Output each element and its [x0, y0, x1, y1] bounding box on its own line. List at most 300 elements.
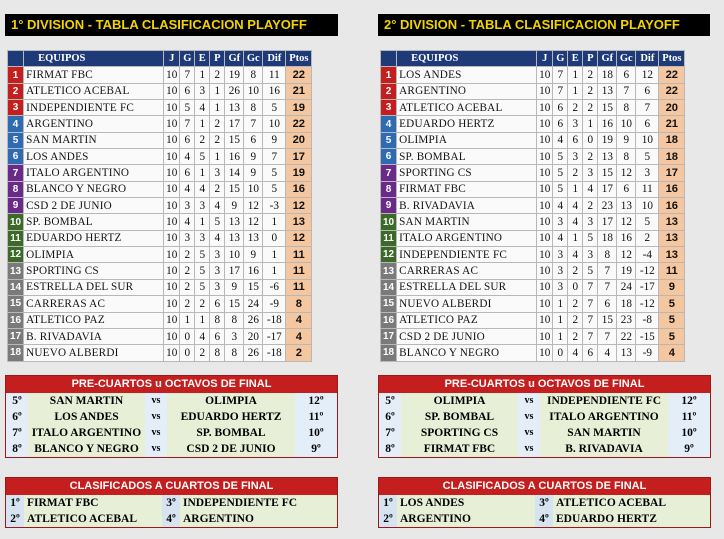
stat-g: 4	[180, 181, 195, 197]
stat-e: 6	[568, 132, 583, 148]
team-name: SP. BOMBAL	[397, 149, 537, 165]
away-team: B. RIVADAVIA	[540, 441, 668, 457]
qualified-team: LOS ANDES	[397, 495, 535, 511]
table-row	[8, 214, 312, 230]
team-name: SAN MARTIN	[24, 132, 164, 148]
points-cell: 13	[286, 214, 312, 230]
stat-e: 2	[195, 296, 210, 312]
team-name: NUEVO ALBERDI	[24, 345, 164, 361]
stat-gf: 8	[225, 312, 244, 328]
stat-j: 10	[537, 116, 553, 132]
qualified-seed: 3º	[535, 495, 553, 511]
position-cell: 7	[381, 165, 397, 181]
stat-gf: 17	[225, 263, 244, 279]
stat-dif: -12	[636, 296, 659, 312]
points-cell: 12	[286, 230, 312, 246]
qualified-team: FIRMAT FBC	[24, 495, 162, 511]
stat-j: 10	[537, 230, 553, 246]
position-cell: 2	[381, 83, 397, 99]
stat-gc: 9	[617, 132, 636, 148]
stat-p: 7	[583, 296, 598, 312]
stat-p: 3	[210, 279, 225, 295]
position-cell: 7	[8, 165, 24, 181]
home-seed: 5º	[6, 393, 28, 409]
stat-dif: 2	[636, 230, 659, 246]
stat-j: 10	[537, 83, 553, 99]
stat-gf: 10	[225, 247, 244, 263]
points-cell: 9	[659, 279, 685, 295]
stat-dif: 5	[636, 214, 659, 230]
qualified-seed: 4º	[162, 511, 180, 527]
stat-gc: 12	[617, 165, 636, 181]
stat-gf: 9	[225, 279, 244, 295]
stat-p: 0	[583, 132, 598, 148]
col-header-dif: Dif	[636, 51, 659, 67]
stat-j: 10	[164, 312, 180, 328]
stat-p: 4	[210, 230, 225, 246]
col-header-gc: Gc	[244, 51, 263, 67]
stat-dif: 11	[263, 67, 286, 83]
vs-label: vs	[145, 393, 167, 409]
stat-gf: 15	[225, 181, 244, 197]
qualified-seed: 1º	[6, 495, 24, 511]
stat-g: 1	[553, 328, 568, 344]
stat-g: 6	[180, 132, 195, 148]
stat-g: 4	[553, 230, 568, 246]
stat-e: 2	[568, 263, 583, 279]
position-cell: 9	[8, 198, 24, 214]
position-cell: 10	[381, 214, 397, 230]
first-division-qualified-panel	[5, 477, 338, 528]
home-seed: 5º	[379, 393, 401, 409]
points-cell: 21	[286, 83, 312, 99]
stat-gc: 8	[244, 100, 263, 116]
qualified-team: ARGENTINO	[397, 511, 535, 527]
stat-e: 1	[568, 230, 583, 246]
stat-p: 4	[210, 198, 225, 214]
pre-quarters-matches	[379, 393, 710, 457]
points-cell: 4	[286, 328, 312, 344]
home-team: SAN MARTIN	[28, 393, 145, 409]
away-team: SAN MARTIN	[540, 425, 668, 441]
table-row	[8, 83, 312, 99]
stat-gf: 8	[225, 345, 244, 361]
points-cell: 21	[659, 116, 685, 132]
stat-gc: 6	[617, 67, 636, 83]
qualified-seed: 4º	[535, 511, 553, 527]
points-cell: 8	[286, 296, 312, 312]
table-row	[381, 100, 685, 116]
stat-gf: 15	[225, 296, 244, 312]
qualified-team: INDEPENDIENTE FC	[180, 495, 337, 511]
qualified-list	[6, 495, 337, 527]
home-seed: 6º	[379, 409, 401, 425]
position-cell: 12	[8, 247, 24, 263]
points-cell: 13	[659, 230, 685, 246]
team-name: CSD 2 DE JUNIO	[24, 198, 164, 214]
stat-j: 10	[537, 296, 553, 312]
points-cell: 18	[659, 132, 685, 148]
second-division-pre-quarters-panel	[378, 375, 711, 458]
stat-e: 1	[195, 67, 210, 83]
stat-e: 4	[195, 181, 210, 197]
points-cell: 22	[286, 116, 312, 132]
second-division-standings-table	[380, 50, 685, 362]
stat-gc: 20	[244, 328, 263, 344]
stat-g: 2	[180, 247, 195, 263]
stat-p: 3	[210, 165, 225, 181]
stat-g: 2	[180, 296, 195, 312]
stat-p: 3	[210, 263, 225, 279]
pre-quarters-header: PRE-CUARTOS u OCTAVOS DE FINAL	[6, 376, 337, 393]
team-name: ATLETICO PAZ	[397, 312, 537, 328]
home-team: BLANCO Y NEGRO	[28, 441, 145, 457]
stat-p: 3	[583, 214, 598, 230]
team-name: LOS ANDES	[397, 67, 537, 83]
points-cell: 5	[659, 312, 685, 328]
stat-g: 4	[553, 132, 568, 148]
vs-label: vs	[518, 409, 540, 425]
stat-gc: 9	[244, 165, 263, 181]
stat-gf: 19	[225, 67, 244, 83]
stat-gc: 12	[617, 247, 636, 263]
stat-p: 6	[210, 328, 225, 344]
stat-dif: 7	[263, 149, 286, 165]
position-cell: 5	[381, 132, 397, 148]
stat-j: 10	[164, 100, 180, 116]
stat-p: 2	[583, 149, 598, 165]
qualified-row	[379, 495, 710, 511]
stat-g: 0	[180, 328, 195, 344]
away-seed: 9º	[668, 441, 710, 457]
points-cell: 11	[286, 247, 312, 263]
table-row	[381, 198, 685, 214]
stat-gc: 24	[244, 296, 263, 312]
stat-e: 4	[568, 247, 583, 263]
stat-p: 3	[583, 165, 598, 181]
position-cell: 11	[8, 230, 24, 246]
stat-p: 5	[210, 214, 225, 230]
team-name: EDUARDO HERTZ	[397, 116, 537, 132]
col-header-g: G	[180, 51, 195, 67]
position-cell: 4	[381, 116, 397, 132]
stat-gf: 17	[598, 181, 617, 197]
stat-gc: 24	[617, 279, 636, 295]
stat-e: 2	[568, 328, 583, 344]
stat-dif: -17	[263, 328, 286, 344]
stat-dif: 1	[263, 247, 286, 263]
stat-e: 4	[568, 214, 583, 230]
position-cell: 17	[381, 328, 397, 344]
position-cell: 8	[8, 181, 24, 197]
table-row	[381, 214, 685, 230]
stat-g: 3	[553, 247, 568, 263]
stat-j: 10	[164, 279, 180, 295]
stat-p: 1	[210, 149, 225, 165]
stat-j: 10	[164, 83, 180, 99]
away-team: SP. BOMBAL	[167, 425, 295, 441]
stat-g: 5	[180, 100, 195, 116]
table-row	[381, 83, 685, 99]
stat-gf: 6	[598, 296, 617, 312]
table-row	[381, 116, 685, 132]
stat-j: 10	[537, 100, 553, 116]
points-cell: 17	[659, 165, 685, 181]
home-seed: 7º	[6, 425, 28, 441]
table-row	[8, 116, 312, 132]
stat-j: 10	[537, 149, 553, 165]
col-header-ptos: Ptos	[659, 51, 685, 67]
match-row	[6, 425, 337, 441]
team-name: ESTRELLA DEL SUR	[24, 279, 164, 295]
position-cell: 1	[8, 67, 24, 83]
points-cell: 16	[286, 181, 312, 197]
home-seed: 8º	[379, 441, 401, 457]
stat-p: 2	[210, 132, 225, 148]
stat-j: 10	[537, 312, 553, 328]
stat-dif: -15	[636, 328, 659, 344]
home-seed: 6º	[6, 409, 28, 425]
table-row	[381, 247, 685, 263]
stat-gf: 14	[225, 165, 244, 181]
team-name: ITALO ARGENTINO	[24, 165, 164, 181]
stat-gc: 6	[244, 132, 263, 148]
stat-g: 1	[553, 296, 568, 312]
points-cell: 16	[659, 198, 685, 214]
points-cell: 11	[286, 263, 312, 279]
stat-p: 3	[583, 247, 598, 263]
position-cell: 13	[381, 263, 397, 279]
stat-dif: 16	[263, 83, 286, 99]
stat-e: 3	[195, 83, 210, 99]
col-header-j: J	[164, 51, 180, 67]
table-row	[381, 230, 685, 246]
vs-label: vs	[145, 409, 167, 425]
stat-gc: 26	[244, 345, 263, 361]
stat-e: 2	[195, 132, 210, 148]
stat-g: 7	[553, 83, 568, 99]
position-cell: 15	[8, 296, 24, 312]
stat-e: 2	[568, 296, 583, 312]
stat-j: 10	[164, 263, 180, 279]
stat-gc: 18	[617, 296, 636, 312]
position-cell: 8	[381, 181, 397, 197]
table-row	[8, 312, 312, 328]
stat-g: 4	[553, 198, 568, 214]
home-seed: 7º	[379, 425, 401, 441]
away-seed: 9º	[295, 441, 337, 457]
position-cell: 1	[381, 67, 397, 83]
position-cell: 10	[8, 214, 24, 230]
points-cell: 11	[286, 279, 312, 295]
position-cell: 16	[8, 312, 24, 328]
stat-gf: 13	[598, 83, 617, 99]
table-row	[8, 67, 312, 83]
stat-dif: 5	[263, 100, 286, 116]
stat-j: 10	[164, 149, 180, 165]
stat-j: 10	[164, 132, 180, 148]
home-team: SP. BOMBAL	[401, 409, 518, 425]
points-cell: 22	[659, 67, 685, 83]
away-seed: 12º	[295, 393, 337, 409]
team-name: SPORTING CS	[24, 263, 164, 279]
col-header-ptos: Ptos	[286, 51, 312, 67]
stat-gc: 6	[617, 181, 636, 197]
table-row	[381, 132, 685, 148]
stat-gc: 23	[617, 312, 636, 328]
vs-label: vs	[145, 441, 167, 457]
position-cell: 14	[8, 279, 24, 295]
stat-g: 0	[180, 345, 195, 361]
stat-gf: 7	[598, 328, 617, 344]
col-header-j: J	[537, 51, 553, 67]
table-row	[381, 345, 685, 361]
points-cell: 4	[286, 312, 312, 328]
stat-gf: 13	[225, 100, 244, 116]
stat-p: 6	[210, 296, 225, 312]
stat-p: 3	[210, 247, 225, 263]
stat-g: 2	[180, 279, 195, 295]
team-name: EDUARDO HERTZ	[24, 230, 164, 246]
table-row	[8, 263, 312, 279]
stat-g: 6	[180, 165, 195, 181]
stat-g: 4	[180, 214, 195, 230]
points-cell: 22	[659, 83, 685, 99]
stat-p: 4	[583, 181, 598, 197]
stat-p: 2	[583, 100, 598, 116]
vs-label: vs	[518, 425, 540, 441]
team-name: ATLETICO ACEBAL	[24, 83, 164, 99]
away-seed: 10º	[668, 425, 710, 441]
pre-quarters-matches	[6, 393, 337, 457]
points-cell: 17	[286, 149, 312, 165]
stat-gf: 7	[598, 263, 617, 279]
col-header-e: E	[568, 51, 583, 67]
team-name: ITALO ARGENTINO	[397, 230, 537, 246]
points-cell: 11	[659, 263, 685, 279]
qualified-header: CLASIFICADOS A CUARTOS DE FINAL	[379, 478, 710, 495]
match-row	[379, 441, 710, 457]
points-cell: 13	[659, 214, 685, 230]
position-cell: 9	[381, 198, 397, 214]
stat-e: 1	[568, 181, 583, 197]
stat-gf: 13	[598, 149, 617, 165]
qualified-team: ATLETICO ACEBAL	[24, 511, 162, 527]
away-seed: 11º	[295, 409, 337, 425]
table-row	[8, 198, 312, 214]
stat-e: 2	[195, 345, 210, 361]
table-row	[8, 230, 312, 246]
col-header-gc: Gc	[617, 51, 636, 67]
col-header-pos	[381, 51, 397, 67]
stat-dif: 10	[636, 132, 659, 148]
stat-gf: 17	[598, 214, 617, 230]
stat-gc: 10	[617, 116, 636, 132]
stat-g: 5	[553, 165, 568, 181]
col-header-equipos: EQUIPOS	[24, 51, 164, 67]
stat-gc: 13	[617, 345, 636, 361]
team-name: BLANCO Y NEGRO	[397, 345, 537, 361]
stat-gf: 18	[598, 67, 617, 83]
stat-j: 10	[164, 296, 180, 312]
stat-j: 10	[164, 165, 180, 181]
table-row	[381, 263, 685, 279]
team-name: INDEPENDIENTE FC	[397, 247, 537, 263]
stat-dif: -4	[636, 247, 659, 263]
stat-e: 1	[568, 67, 583, 83]
stat-g: 3	[553, 263, 568, 279]
stat-g: 3	[180, 230, 195, 246]
col-header-e: E	[195, 51, 210, 67]
stat-p: 5	[583, 263, 598, 279]
vs-label: vs	[145, 425, 167, 441]
qualified-seed: 1º	[379, 495, 397, 511]
table-row	[381, 296, 685, 312]
stat-gc: 13	[617, 198, 636, 214]
table-row	[8, 100, 312, 116]
stat-gc: 10	[244, 83, 263, 99]
stat-e: 2	[568, 100, 583, 116]
home-team: OLIMPIA	[401, 393, 518, 409]
stat-dif: -9	[263, 296, 286, 312]
stat-e: 1	[195, 312, 210, 328]
away-seed: 11º	[668, 409, 710, 425]
match-row	[6, 393, 337, 409]
points-cell: 22	[286, 67, 312, 83]
points-cell: 2	[286, 345, 312, 361]
stat-gf: 4	[598, 345, 617, 361]
stat-gf: 23	[598, 198, 617, 214]
stat-j: 10	[164, 198, 180, 214]
stat-gc: 7	[244, 116, 263, 132]
table-row	[8, 279, 312, 295]
table-row	[381, 328, 685, 344]
home-team: ITALO ARGENTINO	[28, 425, 145, 441]
stat-gf: 16	[598, 116, 617, 132]
stat-p: 7	[583, 328, 598, 344]
stat-e: 5	[195, 247, 210, 263]
table-row	[8, 181, 312, 197]
position-cell: 5	[8, 132, 24, 148]
qualified-row	[6, 495, 337, 511]
stat-j: 10	[537, 67, 553, 83]
col-header-gf: Gf	[598, 51, 617, 67]
stat-gf: 15	[225, 132, 244, 148]
stat-gc: 16	[617, 230, 636, 246]
match-row	[379, 393, 710, 409]
stat-g: 3	[553, 279, 568, 295]
stat-gf: 15	[598, 100, 617, 116]
points-cell: 5	[659, 296, 685, 312]
away-seed: 10º	[295, 425, 337, 441]
position-cell: 15	[381, 296, 397, 312]
stat-p: 2	[210, 116, 225, 132]
stat-gf: 7	[598, 279, 617, 295]
stat-dif: 10	[636, 198, 659, 214]
away-seed: 12º	[668, 393, 710, 409]
table-row	[8, 247, 312, 263]
stat-p: 7	[583, 312, 598, 328]
stat-e: 4	[568, 345, 583, 361]
stat-e: 4	[568, 198, 583, 214]
stat-dif: 12	[636, 67, 659, 83]
position-cell: 12	[381, 247, 397, 263]
match-row	[379, 409, 710, 425]
position-cell: 3	[8, 100, 24, 116]
stat-gf: 9	[225, 198, 244, 214]
stat-j: 10	[537, 279, 553, 295]
stat-gc: 19	[617, 263, 636, 279]
